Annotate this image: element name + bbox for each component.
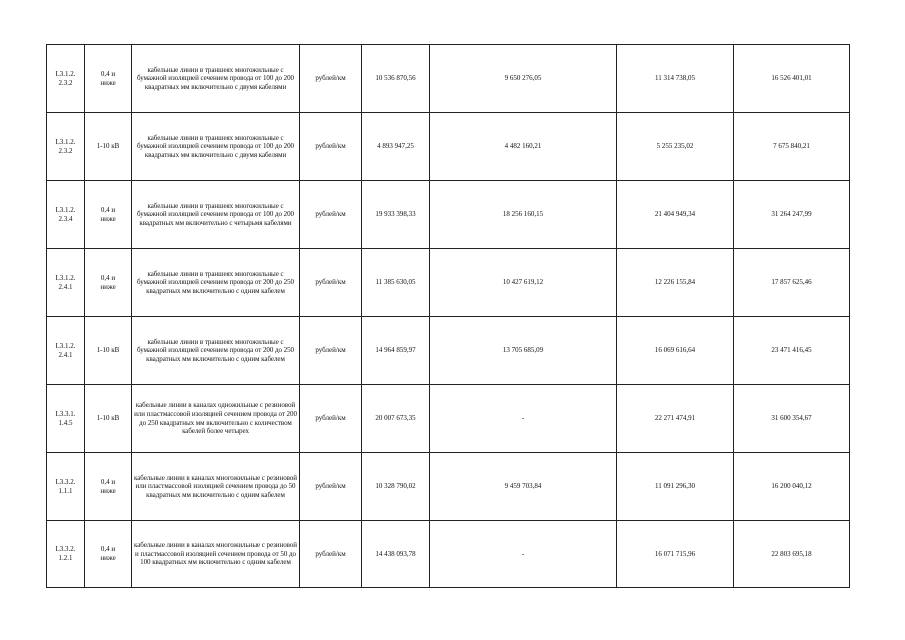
- cell-description: кабельные линии в траншеях многожильные с бумажной изоляцией сечением провода от 100 до 200 квадратных мм включительно с двумя кабелями: [132, 113, 300, 181]
- cell-code: L3.1.2. 2.4.1: [47, 317, 85, 385]
- cell-voltage: 1-10 кВ: [85, 385, 132, 453]
- cell-voltage: 0,4 и ниже: [85, 45, 132, 113]
- cell-value-1: 4 893 947,25: [362, 113, 430, 181]
- cell-description: кабельные линии в траншеях многожильные с бумажной изоляцией сечением провода от 100 до 200 квадратных мм включительно с четырьмя кабелями: [132, 181, 300, 249]
- cell-value-3: 21 404 949,34: [617, 181, 734, 249]
- cell-value-1: 20 007 673,35: [362, 385, 430, 453]
- table-row: [47, 317, 850, 385]
- cell-value-4: 16 526 401,01: [734, 45, 850, 113]
- cell-description: кабельные линии в каналах многожильные с резиновой или пластмассовой изоляцией сечением провода до 50 квадратных мм включительно с одним кабелем: [132, 453, 300, 521]
- cell-value-1: 10 328 790,02: [362, 453, 430, 521]
- cell-voltage: 0,4 и ниже: [85, 453, 132, 521]
- cell-value-2: 10 427 619,12: [430, 249, 617, 317]
- cell-description: кабельные линии в каналах многожильные с резиновой и пластмассовой изоляцией сечением провода от 50 до 100 квадратных мм включительно с одним кабелем: [132, 521, 300, 588]
- table-row: [47, 181, 850, 249]
- cell-value-3: 22 271 474,91: [617, 385, 734, 453]
- cell-unit: рублей/км: [300, 385, 362, 453]
- cell-code: L3.1.2. 2.3.2: [47, 45, 85, 113]
- cell-value-1: 10 536 870,56: [362, 45, 430, 113]
- cell-value-2: 18 256 160,15: [430, 181, 617, 249]
- table-row: [47, 521, 850, 588]
- cell-description: кабельные линии в траншеях многожильные с бумажной изоляцией сечением провода от 200 до 250 квадратных мм включительно с одним кабелем: [132, 317, 300, 385]
- table-row: [47, 249, 850, 317]
- cell-value-3: 12 226 155,84: [617, 249, 734, 317]
- table-row: [47, 113, 850, 181]
- cell-value-4: 17 857 625,46: [734, 249, 850, 317]
- cell-code: L3.3.2. 1.1.1: [47, 453, 85, 521]
- cell-value-1: 14 964 859,97: [362, 317, 430, 385]
- cell-value-3: 11 091 296,30: [617, 453, 734, 521]
- cell-value-2: 9 650 276,05: [430, 45, 617, 113]
- cell-value-4: 23 471 416,45: [734, 317, 850, 385]
- cell-value-4: 7 675 840,21: [734, 113, 850, 181]
- cell-voltage: 0,4 и ниже: [85, 249, 132, 317]
- cell-code: L3.1.2. 2.3.2: [47, 113, 85, 181]
- cell-unit: рублей/км: [300, 249, 362, 317]
- table-row: [47, 453, 850, 521]
- cell-voltage: 0,4 и ниже: [85, 521, 132, 588]
- cell-code: L3.3.2. 1.2.1: [47, 521, 85, 588]
- cell-unit: рублей/км: [300, 521, 362, 588]
- rates-table: [46, 44, 850, 588]
- cell-code: L3.1.2. 2.3.4: [47, 181, 85, 249]
- cell-code: L3.1.2. 2.4.1: [47, 249, 85, 317]
- cell-value-1: 11 385 630,05: [362, 249, 430, 317]
- cell-unit: рублей/км: [300, 45, 362, 113]
- cell-value-3: 16 069 616,64: [617, 317, 734, 385]
- cell-value-4: 22 803 695,18: [734, 521, 850, 588]
- cell-description: кабельные линии в траншеях многожильные с бумажной изоляцией сечением провода от 200 до 250 квадратных мм включительно с одним кабелем: [132, 249, 300, 317]
- cell-unit: рублей/км: [300, 453, 362, 521]
- cell-code: L3.3.1. 1.4.5: [47, 385, 85, 453]
- cell-value-3: 16 071 715,96: [617, 521, 734, 588]
- cell-voltage: 1-10 кВ: [85, 317, 132, 385]
- cell-description: кабельные линии в каналах одножильные с резиновой или пластмассовой изоляцией сечением провода от 200 до 250 квадратных мм включительно с количеством кабелей более четырех: [132, 385, 300, 453]
- cell-value-4: 31 264 247,99: [734, 181, 850, 249]
- table-row: [47, 45, 850, 113]
- cell-value-4: 16 200 040,12: [734, 453, 850, 521]
- cell-value-2: -: [430, 521, 617, 588]
- cell-value-2: 9 459 703,84: [430, 453, 617, 521]
- cell-value-1: 14 438 093,78: [362, 521, 430, 588]
- cell-value-4: 31 600 354,67: [734, 385, 850, 453]
- cell-value-2: 4 482 160,21: [430, 113, 617, 181]
- cell-description: кабельные линии в траншеях многожильные с бумажной изоляцией сечением провода от 100 до 200 квадратных мм включительно с двумя кабелями: [132, 45, 300, 113]
- cell-unit: рублей/км: [300, 113, 362, 181]
- cell-unit: рублей/км: [300, 317, 362, 385]
- cell-value-2: -: [430, 385, 617, 453]
- table-body: [47, 45, 850, 588]
- cell-voltage: 0,4 и ниже: [85, 181, 132, 249]
- table-row: [47, 385, 850, 453]
- cell-value-1: 19 933 398,33: [362, 181, 430, 249]
- cell-value-2: 13 705 685,09: [430, 317, 617, 385]
- cell-unit: рублей/км: [300, 181, 362, 249]
- cell-value-3: 11 314 738,05: [617, 45, 734, 113]
- cell-value-3: 5 255 235,02: [617, 113, 734, 181]
- cell-voltage: 1-10 кВ: [85, 113, 132, 181]
